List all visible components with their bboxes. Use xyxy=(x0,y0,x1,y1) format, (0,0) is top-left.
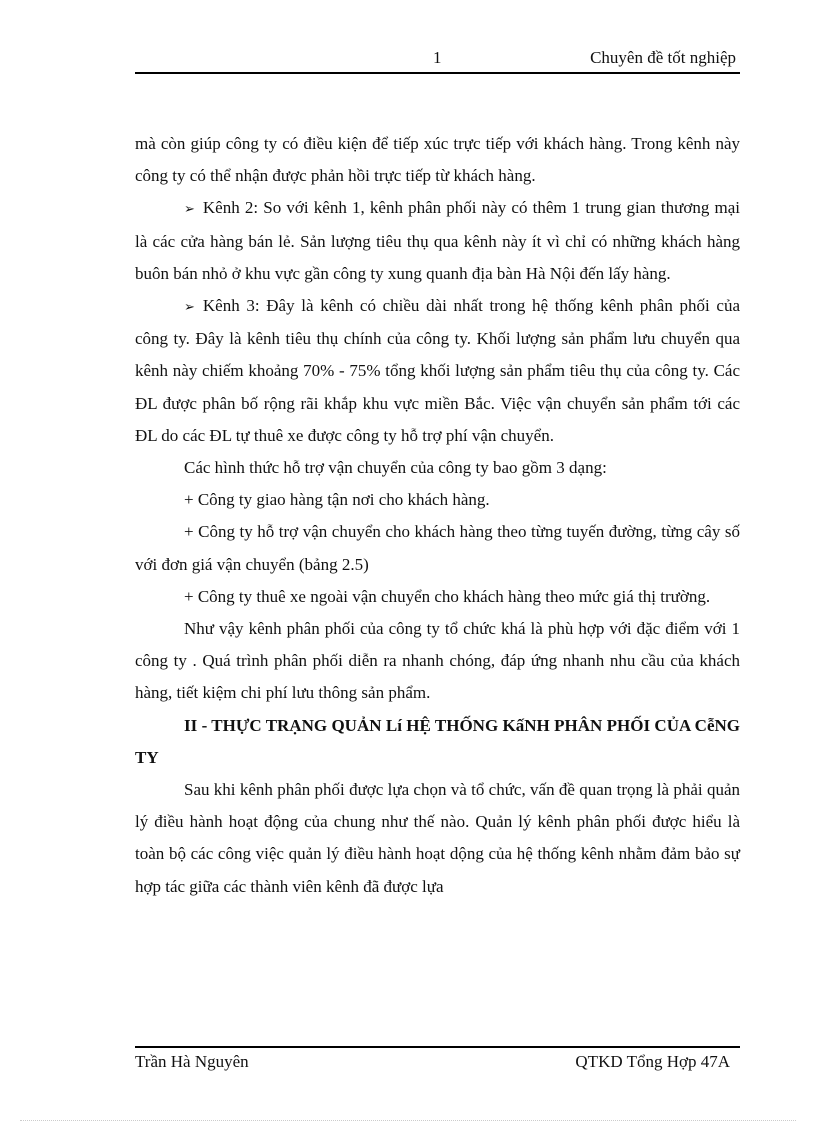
paragraph-channel-2 xyxy=(135,192,740,290)
paragraph-text: Kênh 3: Đây là kênh có chiều dài nhất trong hệ thống kênh phân phối của công ty. Đây là kênh tiêu thụ chính của công ty. Khối lượng sản phẩm lưu chuyển qua kênh này chiếm khoảng 70% - 75% tổng khối lượng sản phẩm tiêu thụ của công ty. Các ĐL được phân bố rộng rãi khắp khu vực miền Bắc. Việc vận chuyển sản phẩm tới các ĐL do các ĐL tự thuê xe được công ty hỗ trợ phí vận chuyển. xyxy=(135,296,740,445)
document-body xyxy=(135,128,740,903)
header-title: Chuyên đề tốt nghiệp xyxy=(590,48,736,67)
footer-divider xyxy=(135,1046,740,1048)
footer-author: Trần Hà Nguyên xyxy=(135,1052,249,1071)
paragraph-text: Kênh 2: So với kênh 1, kênh phân phối này có thêm 1 trung gian thương mại là các cửa hàng bán lẻ. Sản lượng tiêu thụ qua kênh này ít vì chỉ có những khách hàng buôn bán nhỏ ở khu vực gần công ty xung quanh địa bàn Hà Nội đến lấy hàng. xyxy=(135,198,740,283)
page-footer xyxy=(135,1052,740,1078)
paragraph-conclusion: Như vậy kênh phân phối của công ty tổ chức khá là phù hợp với đặc điểm với 1 công ty . Quá trình phân phối diễn ra nhanh chóng, đáp ứng nhanh nhu cầu của khách hàng, tiết kiệm chi phí lưu thông sản phẩm. xyxy=(135,619,740,703)
list-item-support-3: + Công ty thuê xe ngoài vận chuyển cho khách hàng theo mức giá thị trường. xyxy=(184,586,711,606)
list-item-support-2: + Công ty hỗ trợ vận chuyển cho khách hàng theo từng tuyến đường, từng cây số với đơn giá vận chuyển (bảng 2.5) xyxy=(135,522,740,574)
paragraph-continuation: mà còn giúp công ty có điều kiện để tiếp xúc trực tiếp với khách hàng. Trong kênh này công ty có thể nhận được phản hồi trực tiếp từ khách hàng. xyxy=(135,134,740,186)
section-heading: II - THỰC TRẠNG QUẢN Lí HỆ THỐNG KấNH PHÂN PHỐI CỦA CễNG TY xyxy=(135,715,740,767)
arrow-bullet-icon: ➢ xyxy=(184,299,195,315)
page-edge-dotted-line xyxy=(20,1120,796,1121)
paragraph-management: Sau khi kênh phân phối được lựa chọn và tổ chức, vấn đề quan trọng là phải quản lý điều hành hoạt động của chung như thế nào. Quản lý kênh phân phối được hiểu là toàn bộ các công việc quản lý điều hành hoạt dộng của hệ thống kênh nhằm đảm bảo sự hợp tác giữa các thành viên kênh đã được lựa xyxy=(135,780,740,896)
paragraph-channel-3 xyxy=(135,290,740,452)
page-number: 1 xyxy=(433,48,442,67)
footer-class: QTKD Tổng Hợp 47A xyxy=(575,1052,730,1071)
paragraph-support-forms: Các hình thức hỗ trợ vận chuyển của công ty bao gồm 3 dạng: xyxy=(184,458,607,478)
list-item-support-1: + Công ty giao hàng tận nơi cho khách hàng. xyxy=(184,490,490,510)
arrow-bullet-icon: ➢ xyxy=(184,201,195,217)
header-divider xyxy=(135,72,740,74)
page-header xyxy=(135,48,740,74)
